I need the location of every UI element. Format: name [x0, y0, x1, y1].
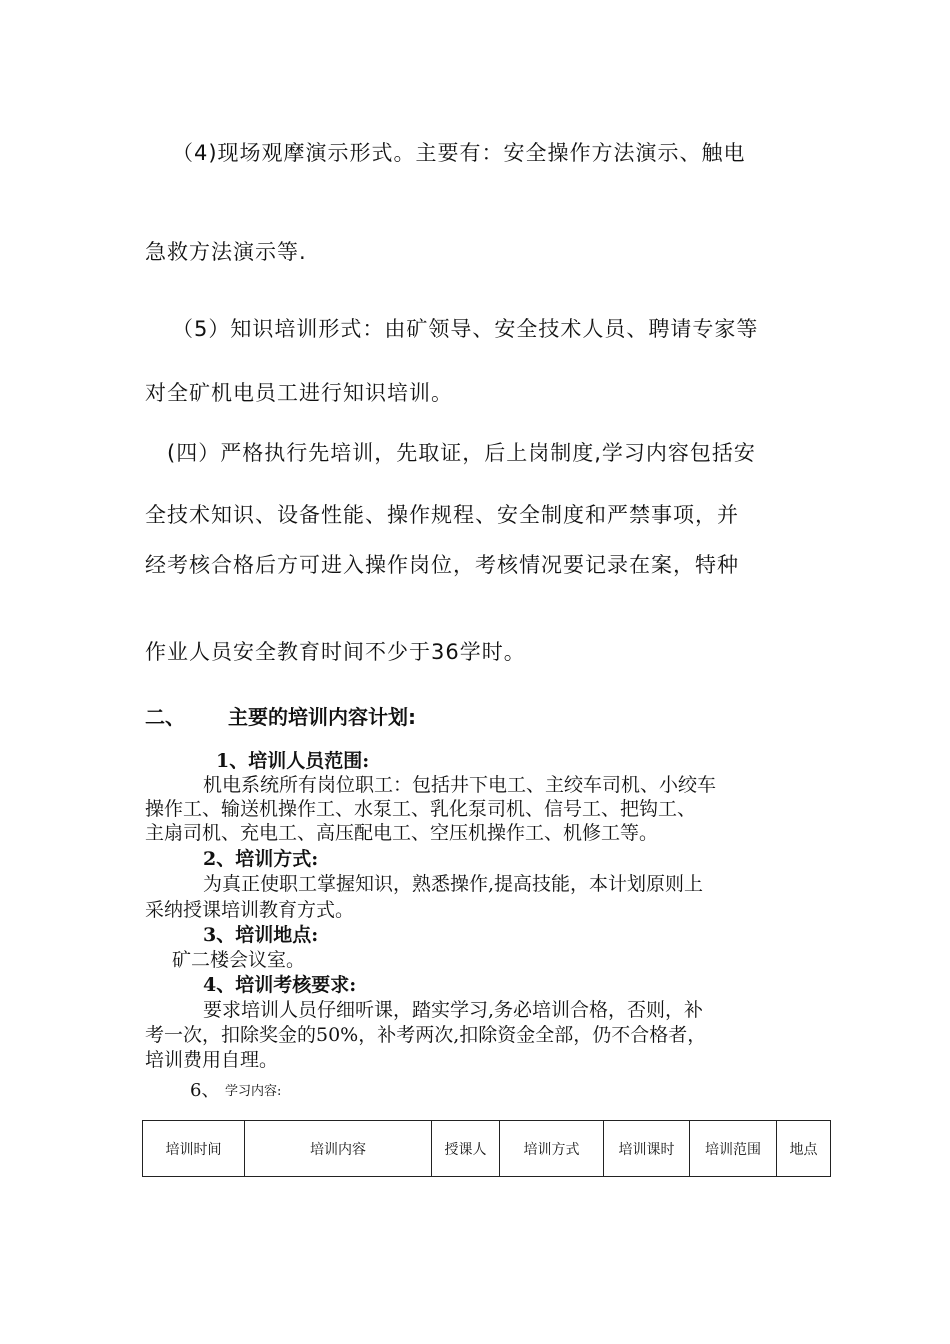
item-heading: 2、培训方式: — [203, 848, 319, 870]
table-header-cell: 培训方式 — [500, 1121, 604, 1177]
table-header-cell: 培训时间 — [143, 1121, 245, 1177]
paragraph-line: 急救方法演示等. — [145, 240, 307, 264]
paragraph-line: 作业人员安全教育时间不少于36学时。 — [145, 640, 526, 664]
item-text: 培训费用自理。 — [145, 1049, 279, 1071]
table-header-row — [143, 1121, 831, 1177]
item-text: 机电系统所有岗位职工：包括井下电工、主绞车司机、小绞车 — [203, 774, 717, 796]
item-text: 考一次，扣除奖金的50%，补考两次,扣除资金全部，仍不合格者， — [145, 1024, 707, 1046]
item-number: 6、 — [190, 1080, 220, 1101]
section-number: 二、 — [145, 705, 185, 729]
paragraph-line: (四）严格执行先培训，先取证，后上岗制度,学习内容包括安 — [167, 441, 756, 465]
item-heading: 1、培训人员范围: — [216, 750, 370, 772]
item-text: 采纳授课培训教育方式。 — [145, 899, 355, 921]
table-header-cell: 培训范围 — [690, 1121, 777, 1177]
section-title: 主要的培训内容计划: — [228, 705, 416, 729]
item-text: 为真正使职工掌握知识，熟悉操作,提高技能，本计划原则上 — [203, 873, 704, 895]
paragraph-line: 经考核合格后方可进入操作岗位，考核情况要记录在案，特种 — [145, 553, 739, 577]
item-heading: 学习内容: — [225, 1084, 282, 1099]
table-header-cell: 地点 — [777, 1121, 831, 1177]
paragraph-line: （4)现场观摩演示形式。主要有：安全操作方法演示、触电 — [172, 141, 746, 165]
table-header-cell: 授课人 — [432, 1121, 500, 1177]
item-text: 要求培训人员仔细听课，踏实学习,务必培训合格，否则，补 — [203, 999, 704, 1021]
paragraph-line: （5）知识培训形式：由矿领导、安全技术人员、聘请专家等 — [172, 317, 759, 341]
paragraph-line: 全技术知识、设备性能、操作规程、安全制度和严禁事项，并 — [145, 503, 739, 527]
training-plan-table — [142, 1120, 831, 1177]
paragraph-line: 对全矿机电员工进行知识培训。 — [145, 381, 453, 405]
item-heading: 4、培训考核要求: — [203, 974, 357, 996]
table-header-cell: 培训课时 — [604, 1121, 690, 1177]
item-text: 主扇司机、充电工、高压配电工、空压机操作工、机修工等。 — [145, 822, 659, 844]
item-heading: 3、培训地点: — [203, 924, 319, 946]
item-text: 矿二楼会议室。 — [172, 949, 306, 971]
item-text: 操作工、输送机操作工、水泵工、乳化泵司机、信号工、把钩工、 — [145, 798, 697, 820]
table-header-cell: 培训内容 — [245, 1121, 432, 1177]
